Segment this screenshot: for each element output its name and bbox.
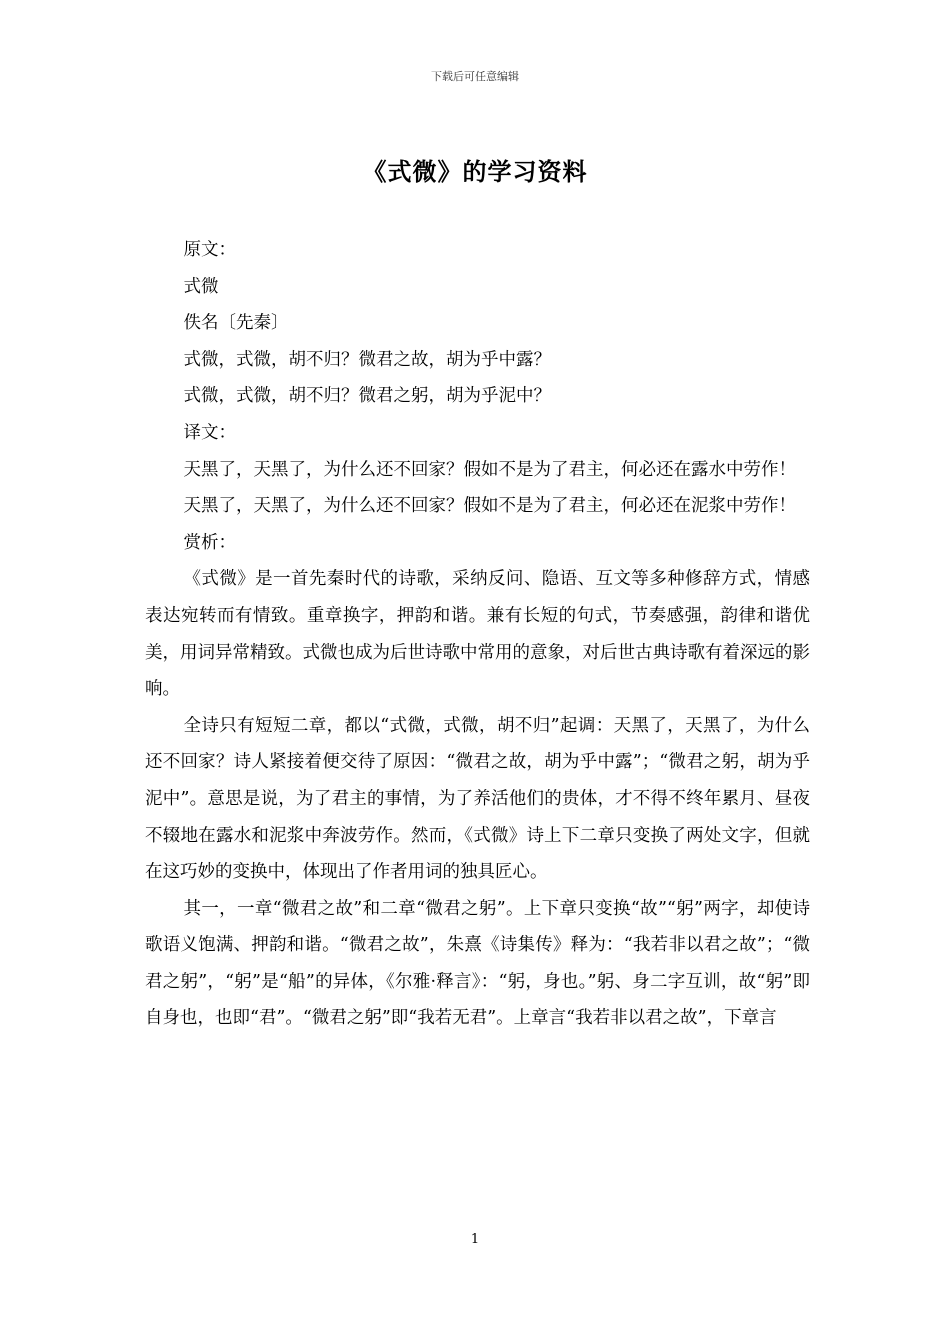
poem-line-2: 式微，式微，胡不归？微君之躬，胡为乎泥中？ <box>183 386 551 407</box>
poem-line-1: 式微，式微，胡不归？微君之故，胡为乎中露？ <box>183 349 551 370</box>
section-label-appreciation: 赏析： <box>183 532 236 553</box>
appreciation-paragraph: 全诗只有短短二章，都以“式微，式微，胡不归”起调：天黑了，天黑了，为什么还不回家？诗人紧接着便交待了原因：“微君之故，胡为乎中露”；“微君之躬，胡为乎泥中”。意思是说，为了君主的事情，为了养活他们的贵体，才不得不终年累月、昼夜不辍地在露水和泥浆中奔波劳作。然而，《式微》诗上下二章只变换了两处文字，但就在这巧妙的变换中，体现出了作者用词的独具匠心。 <box>145 715 810 883</box>
appreciation-paragraph: 其一，一章“微君之故”和二章“微君之躬”。上下章只变换“故”“躬”两字，却使诗歌语义饱满、押韵和谐。“微君之故”，朱熹《诗集传》释为：“我若非以君之故”；“微君之躬”，“躬”是“船”的异体，《尔雅·释言》：“躬，身也。”躬、身二字互训，故“躬”即自身也，也即“君”。“微君之躬”即“我若无君”。上章言“我若非以君之故”，下章言 <box>145 898 810 1029</box>
section-label-translation: 译文： <box>183 422 236 443</box>
section-label-original: 原文： <box>183 240 236 260</box>
translation-line-1: 天黑了，天黑了，为什么还不回家？假如不是为了君主，何必还在露水中劳作！ <box>183 459 796 480</box>
appreciation-paragraph: 《式微》是一首先秦时代的诗歌，采纳反问、隐语、互文等多种修辞方式，情感表达宛转而有情致。重章换字，押韵和谐。兼有长短的句式，节奏感强，韵律和谐优美，用词异常精致。式微也成为后世诗歌中常用的意象，对后世古典诗歌有着深远的影响。 <box>145 569 810 700</box>
document-title: 《式微》的学习资料 <box>362 157 588 186</box>
document-body <box>145 232 810 1037</box>
page-number: 1 <box>470 1232 480 1247</box>
poem-title: 式微 <box>183 276 219 297</box>
translation-line-2: 天黑了，天黑了，为什么还不回家？假如不是为了君主，何必还在泥浆中劳作！ <box>183 496 796 517</box>
header-note: 下载后可任意编辑 <box>431 70 519 83</box>
poem-author: 佚名〔先秦〕 <box>183 313 289 334</box>
